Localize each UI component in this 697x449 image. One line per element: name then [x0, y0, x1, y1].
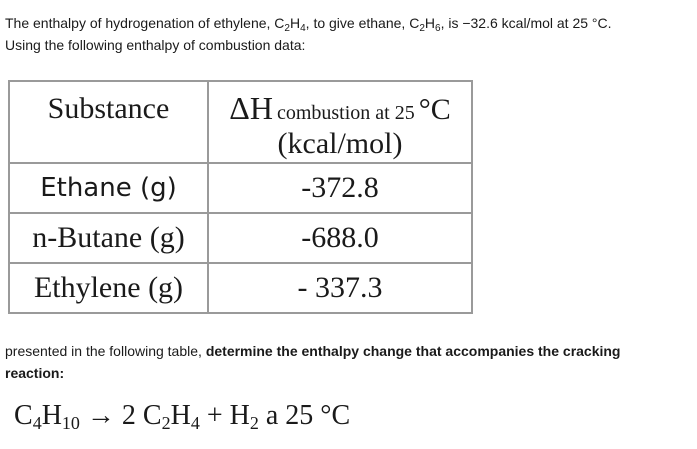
instruction-text: presented in the following table, [5, 343, 206, 359]
eq-subscript: 2 [249, 413, 259, 433]
intro-text: , is −32.6 kcal/mol at 25 °C. [440, 15, 612, 31]
substance-cell: Ethylene (g) [9, 263, 208, 313]
subscript: 4 [300, 23, 306, 34]
eq-part: + H [199, 400, 250, 431]
header-substance: Substance [9, 81, 208, 163]
subscript: 2 [419, 23, 425, 34]
header-degree-unit: °C [418, 93, 451, 126]
table-row [9, 213, 472, 263]
combustion-data-table [8, 80, 473, 314]
table-header-row [9, 81, 472, 163]
table-row [9, 263, 472, 313]
subscript: 2 [284, 23, 290, 34]
intro-line-2: Using the following enthalpy of combustion data: [5, 37, 306, 53]
problem-instruction [5, 340, 695, 384]
eq-subscript: 4 [190, 413, 200, 433]
header-enthalpy [208, 81, 472, 163]
instruction-bold: determine the enthalpy change that accompanies the cracking [205, 343, 621, 359]
intro-text: H [424, 15, 435, 31]
eq-subscript: 4 [32, 413, 42, 433]
value-cell: -688.0 [208, 213, 472, 263]
reaction-arrow: → [79, 400, 122, 431]
header-subtext: combustion at 25 [276, 102, 415, 124]
value-cell: - 337.3 [208, 263, 472, 313]
substance-cell: n-Butane (g) [9, 213, 208, 263]
eq-part: C [14, 400, 33, 431]
eq-part: 2 C [121, 400, 162, 431]
cracking-equation [14, 400, 350, 432]
eq-part: H [170, 400, 191, 431]
substance-cell: Ethane (g) [9, 163, 208, 213]
intro-text: H [289, 15, 301, 31]
eq-part: H [41, 400, 62, 431]
intro-text: , to give ethane, C [305, 15, 420, 31]
eq-subscript: 10 [61, 413, 80, 433]
value-cell: -372.8 [208, 163, 472, 213]
eq-part: a 25 °C [258, 400, 351, 431]
table-row [9, 163, 472, 213]
problem-intro [5, 12, 695, 56]
intro-line-1 [5, 12, 695, 34]
header-units: (kcal/mol) [277, 127, 403, 160]
eq-subscript: 2 [161, 413, 171, 433]
instruction-bold: reaction: [5, 365, 65, 381]
subscript: 6 [435, 23, 441, 34]
intro-text: The enthalpy of hydrogenation of ethylene, C [5, 15, 285, 31]
delta-h-symbol: ΔH [229, 90, 273, 126]
